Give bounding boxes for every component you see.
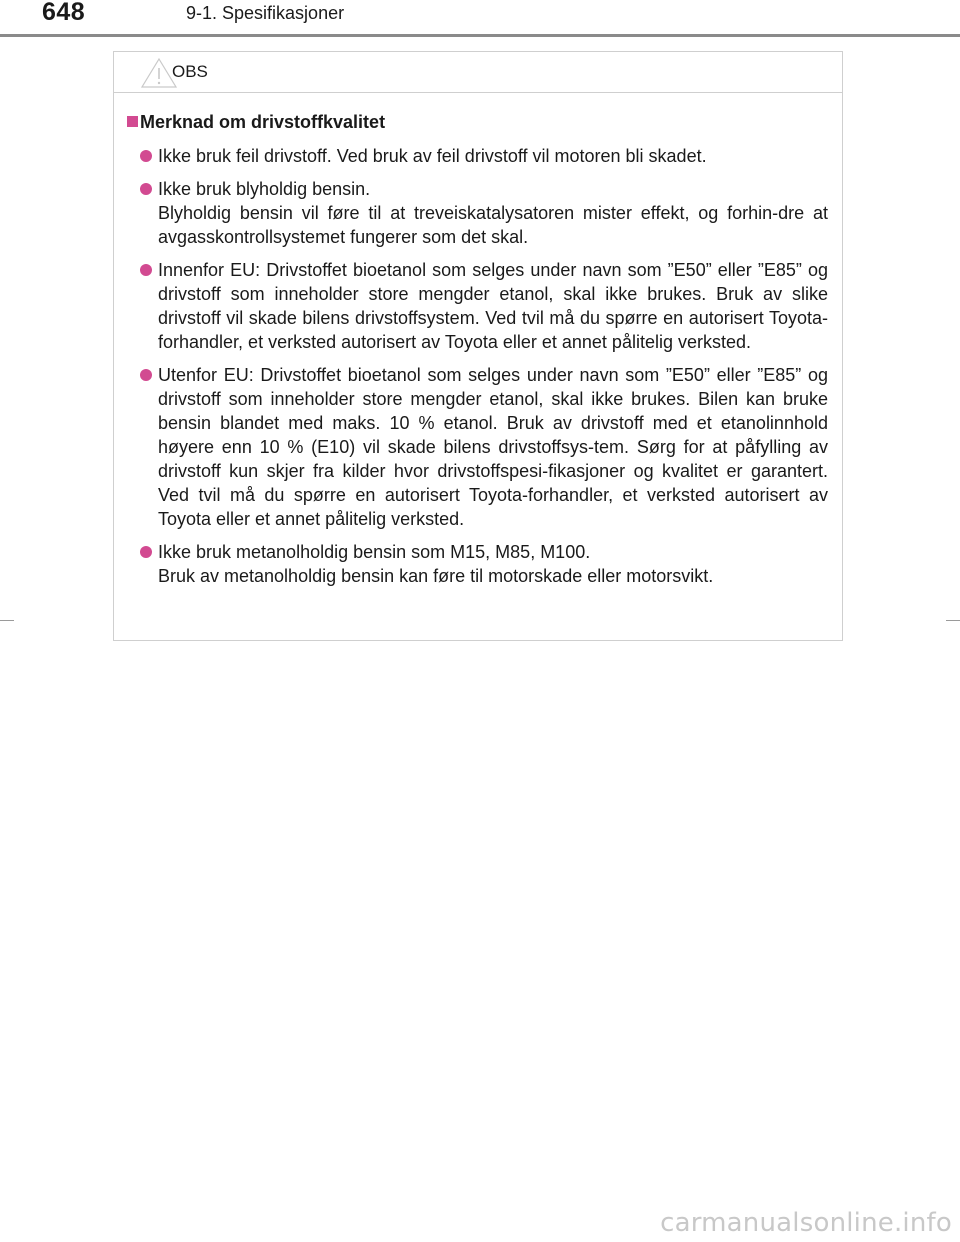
item-text: Ikke bruk metanolholdig bensin som M15, M85, M100. <box>158 542 591 562</box>
round-bullet-icon <box>140 150 152 162</box>
notice-title: OBS <box>172 62 208 81</box>
item-text: Ikke bruk feil drivstoff. Ved bruk av feil drivstoff vil motoren bli skadet. <box>158 146 707 166</box>
list-item <box>114 258 842 354</box>
round-bullet-icon <box>140 183 152 195</box>
list-item <box>114 177 842 249</box>
list-item <box>114 363 842 531</box>
list-item <box>114 144 842 168</box>
round-bullet-icon <box>140 546 152 558</box>
crop-mark-right <box>946 620 960 621</box>
item-text: Bruk av metanolholdig bensin kan føre til motorskade eller motorsvikt. <box>158 566 714 586</box>
square-bullet-icon <box>127 116 138 127</box>
notice-heading: Merknad om drivstoffkvalitet <box>140 112 386 132</box>
crop-mark-left <box>0 620 14 621</box>
notice-box <box>113 51 843 641</box>
notice-header <box>114 52 842 93</box>
page-number: 648 <box>42 0 86 26</box>
round-bullet-icon <box>140 264 152 276</box>
round-bullet-icon <box>140 369 152 381</box>
notice-body <box>114 110 842 597</box>
section-title: 9-1. Spesifikasjoner <box>186 3 345 23</box>
watermark-link[interactable]: carmanualsonline.info <box>660 1208 952 1238</box>
item-text: Blyholdig bensin vil føre til at treveiskatalysatoren mister effekt, og forhin-dre at avgasskontrollsystemet fungerer som det skal. <box>158 203 828 247</box>
item-text: Utenfor EU: Drivstoffet bioetanol som selges under navn som ”E50” eller ”E85” og drivstoff som inneholder store mengder etanol, skal ikke brukes. Bilen kan bruke bensin blandet med maks. 10 % etanol. Bruk av drivstoff med et etanolinnhold høyere enn 10 % (E10) vil skade bilens drivstoffsys-tem. Sørg for at påfylling av drivstoff kun skjer fra kilder hvor drivstoffspesi-fikasjoner og kvalitet er garantert. Ved tvil må du spørre en autorisert Toyota-forhandler, et verksted autorisert av Toyota eller et annet pålitelig verksted. <box>158 365 828 529</box>
heading-row <box>114 110 842 135</box>
item-text: Ikke bruk blyholdig bensin. <box>158 179 371 199</box>
item-text: Innenfor EU: Drivstoffet bioetanol som selges under navn som ”E50” eller ”E85” og drivstoff som inneholder store mengder etanol, skal ikke brukes. Bruk av slike drivstoff vil skade bilens drivstoffsystem. Ved tvil må du spørre en autorisert Toyota-forhandler, et verksted autorisert av Toyota eller et annet pålitelig verksted. <box>158 260 828 352</box>
header-rule <box>0 34 960 37</box>
list-item <box>114 540 842 588</box>
